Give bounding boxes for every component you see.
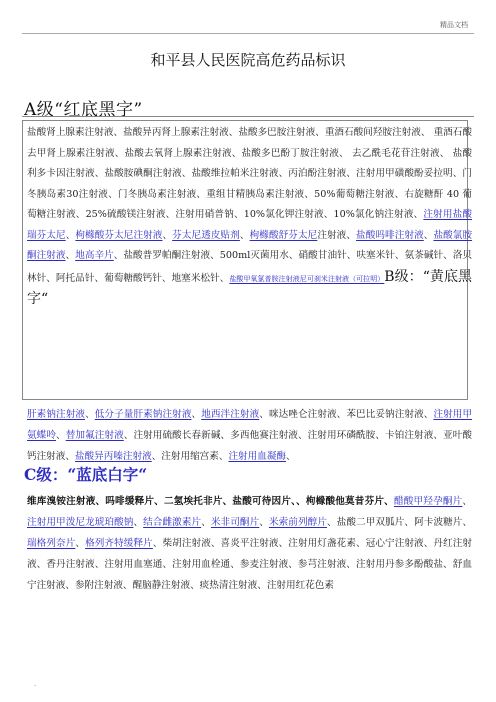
- drug-link[interactable]: 地西泮注射液: [201, 409, 260, 420]
- drug-text: 、: [462, 496, 473, 507]
- drug-text: 、柴胡注射液、喜炎平注射液、注射用灯盏花素、冠心宁注射液、丹红注射液、香丹注射液、注射用血塞通、注射用血栓通、参麦注射液、参芎注射液、注射用丹参多酚酸盐、舒血宁注射液、参附注射液、醒脑静注射液、痰热清注射液、注射用红花色素: [27, 538, 473, 592]
- section-b-drug-list: [27, 405, 472, 467]
- drug-link[interactable]: 注射用甲氨蝶呤: [27, 409, 473, 441]
- drug-link[interactable]: 结合雌激素片: [143, 517, 202, 529]
- drug-link[interactable]: 低分子量肝素钠注射液: [94, 409, 192, 420]
- section-a-heading: A级“红底黑字”: [24, 100, 143, 120]
- document-title: 和平县人民医院高危药品标识: [150, 51, 346, 69]
- drug-text: 、: [286, 450, 296, 462]
- drug-link[interactable]: 醋酸甲羟孕酮片: [393, 496, 463, 507]
- drug-link[interactable]: 地高辛片: [75, 250, 114, 261]
- section-c-drug-list: [27, 491, 472, 596]
- drug-text: 、: [65, 250, 76, 261]
- drug-text: 、: [162, 229, 173, 241]
- drug-text: 、: [191, 409, 202, 420]
- drug-link[interactable]: 盐酸吗啡注射液: [356, 229, 424, 241]
- drug-text: 、注射用缩宫素、: [151, 450, 229, 462]
- drug-link[interactable]: 格列齐特缓释片: [85, 538, 153, 550]
- drug-text: 、: [85, 409, 95, 420]
- drug-link[interactable]: 注射用血凝酶: [228, 450, 287, 462]
- drug-link[interactable]: 瑞格列奈片: [27, 538, 76, 550]
- drug-text: 、注射用硫酸长春新碱、多西他赛注射液、注射用环磷酰胺、卡铂注射液、亚叶酸钙注射液、: [27, 429, 473, 462]
- drug-link[interactable]: 肝素钠注射液: [27, 409, 86, 420]
- drug-link[interactable]: 米索前列醇片: [268, 517, 328, 529]
- drug-text: 盐酸肾上腺素注射液、盐酸异丙肾上腺素注射液、盐酸多巴胺注射液、重酒石酸间羟胺注射液、 重酒石酸去甲肾上腺素注射液、盐酸去氧肾上腺素注射液、盐酸多巴酚丁胺注射液、 去乙酰毛花苷注射液、 盐酸利多卡因注射液、盐酸胺碘酮注射液、盐酸维拉帕米注射液、丙泊酚注射液、注射用甲磺酸酚妥拉明、门冬胰岛素30注射液、门冬胰岛素注射液、重组甘精胰岛素注射液、50%葡萄糖注射液、右旋糖酐 40 葡萄糖注射液、25%硫酸镁注射液、注射用硝普钠、10%氯化钾注射液、10%氯化钠注射液、: [27, 127, 472, 220]
- drug-link[interactable]: 米非司酮片: [210, 517, 260, 529]
- drug-link[interactable]: 枸橼酸芬太尼注射液: [75, 229, 163, 241]
- drug-link[interactable]: 芬太尼透皮贴剂: [172, 229, 240, 241]
- drug-text: 、: [201, 517, 211, 529]
- drug-link[interactable]: 盐酸异丙嗪注射液: [74, 450, 152, 462]
- drug-text: 、: [75, 538, 86, 550]
- page-header-label: 精品文档: [440, 21, 468, 29]
- section-c-heading: C级：“蓝底白字“: [24, 465, 148, 484]
- drug-link[interactable]: 替加氟注射液: [65, 429, 124, 441]
- drug-link[interactable]: 注射用盐酸瑞芬太尼: [27, 209, 472, 241]
- section-a-rule: [22, 116, 474, 117]
- header-rule: [22, 33, 474, 34]
- drug-link[interactable]: 枸橼酸舒芬太尼: [249, 229, 318, 241]
- drug-text: 、盐酸普罗帕酮注射液、500ml灭菌用水、硝酸甘油针、呋塞米针、氨茶碱针、洛贝林针、阿托品针、葡萄糖酸钙针、地塞米松针、: [27, 250, 472, 284]
- drug-text: 、: [56, 429, 66, 441]
- drug-text: 维库溴铵注射液、吗啡缓释片、二氢埃托非片、盐酸可待因片、、枸橼酸他莫昔芬片、: [27, 496, 394, 507]
- section-a-drug-list: [27, 123, 472, 312]
- drug-link[interactable]: 盐酸甲氧氯普胺注射液尼可刹米注射液（可拉明）: [229, 274, 385, 283]
- drug-text: 、: [259, 517, 269, 529]
- drug-text: 、: [133, 517, 144, 529]
- drug-text: 、: [239, 229, 250, 241]
- footer-mark: .: [34, 680, 37, 688]
- drug-text: 、咪达唑仑注射液、苯巴比妥钠注射液、: [259, 409, 434, 420]
- drug-link[interactable]: 盐酸氯胺酮注射液: [27, 229, 473, 261]
- drug-text: 注射液、: [317, 229, 357, 241]
- drug-text: 、: [423, 229, 434, 241]
- drug-link[interactable]: 注射用甲泼尼龙琥珀酸钠: [27, 517, 134, 529]
- drug-text: 、: [65, 229, 76, 241]
- drug-text: 、盐酸二甲双胍片、阿卡波糖片、: [327, 517, 473, 529]
- section-b-heading: B级：“黄底黑字“: [27, 268, 472, 307]
